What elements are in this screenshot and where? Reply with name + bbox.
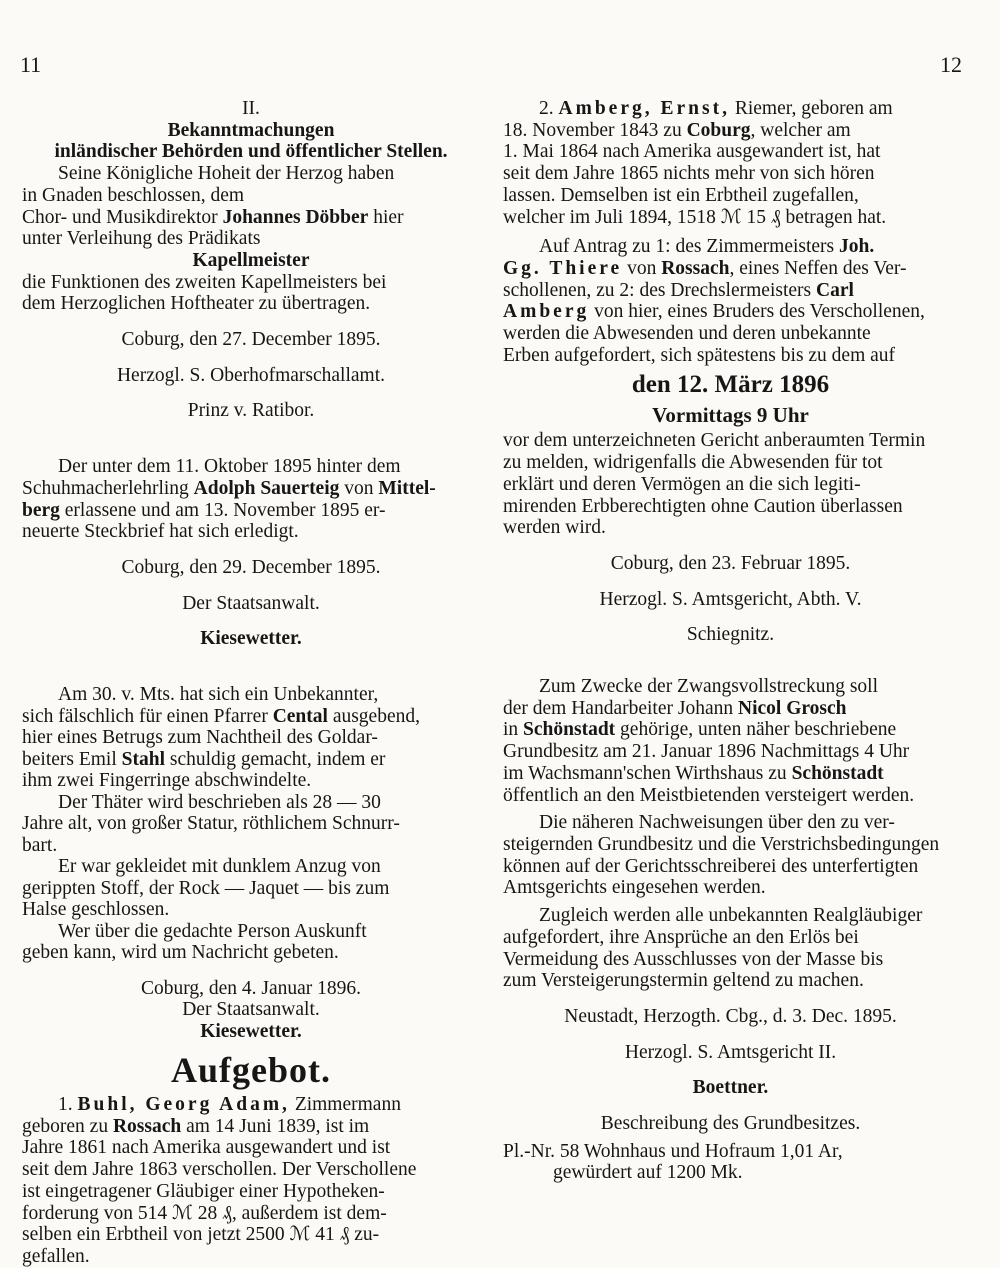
section-title-line-2: inländischer Behörden und öffentlicher Stellen. bbox=[54, 141, 448, 163]
spacer bbox=[503, 228, 958, 236]
spacer bbox=[503, 646, 958, 676]
text-line: Amtsgerichts eingesehen werden. bbox=[503, 877, 766, 899]
text-line: können auf der Gerichtsschreiberei des unterfertigten bbox=[503, 855, 919, 877]
text-line: 1. Mai 1864 nach Amerika ausgewandert ist, hat bbox=[503, 141, 881, 163]
notice-kapellmeister bbox=[22, 163, 480, 422]
spacer bbox=[503, 539, 958, 553]
notice-authority: Herzogl. S. Amtsgericht, Abth. V. bbox=[599, 588, 862, 610]
text-line: seit dem Jahre 1865 nichts mehr von sich hören bbox=[503, 163, 875, 185]
text-line: 2. Amberg, Ernst, Riemer, geboren am bbox=[539, 98, 893, 119]
text-line: Jahre 1861 nach Amerika ausgewandert und ist bbox=[22, 1137, 391, 1159]
place-name: Rossach bbox=[661, 257, 730, 279]
place-name: Schönstadt bbox=[523, 719, 616, 741]
person-name: Buhl, Georg Adam, bbox=[77, 1094, 290, 1116]
text-line: zum Versteigerungstermin geltend zu machen. bbox=[503, 970, 864, 992]
notice-authority: Herzogl. S. Oberhofmarschallamt. bbox=[116, 364, 386, 386]
text-line: Wer über die gedachte Person Auskunft bbox=[58, 920, 367, 942]
notice-authority: Der Staatsanwalt. bbox=[182, 592, 320, 614]
text-line: Gg. Thiere von Rossach, eines Neffen des Ver- bbox=[503, 257, 907, 279]
text-line: in Schönstadt gehörige, unten näher beschriebene bbox=[503, 719, 897, 741]
text-line: Halse geschlossen. bbox=[22, 899, 170, 921]
text-line: Die näheren Nachweisungen über den zu ver- bbox=[539, 812, 895, 834]
text-line: ist eingetragener Gläubiger einer Hypotheken- bbox=[22, 1180, 385, 1202]
text-line: Zum Zwecke der Zwangsvollstreckung soll bbox=[539, 676, 878, 698]
text-line: 1. Buhl, Georg Adam, Zimmermann bbox=[58, 1094, 401, 1116]
notice-amberg bbox=[503, 98, 958, 646]
right-column bbox=[503, 98, 958, 1184]
text-line: Der unter dem 11. Oktober 1895 hinter dem bbox=[58, 456, 401, 478]
person-name: Amberg bbox=[503, 301, 590, 323]
text-line: zu melden, widrigenfalls die Abwesenden für tot bbox=[503, 452, 883, 474]
notice-betrug bbox=[22, 684, 480, 1042]
text-line: seit dem Jahre 1863 verschollen. Der Verschollene bbox=[22, 1159, 417, 1181]
page-number-right: 12 bbox=[940, 52, 962, 77]
person-name: Carl bbox=[815, 279, 854, 301]
notice-signature: Schiegnitz. bbox=[686, 624, 775, 646]
spacer bbox=[503, 992, 958, 1006]
text-line: geboren zu Rossach am 14 Juni 1839, ist im bbox=[22, 1115, 370, 1137]
person-name: Stahl bbox=[121, 748, 166, 770]
notice-authority: Herzogl. S. Amtsgericht II. bbox=[624, 1041, 837, 1063]
spacer bbox=[503, 1063, 958, 1077]
spacer bbox=[22, 351, 480, 365]
text-line: unter Verleihung des Prädikats bbox=[22, 228, 261, 250]
person-name: Nicol Grosch bbox=[738, 697, 847, 719]
place-name: Rossach bbox=[112, 1115, 182, 1137]
person-name: Adolph Sauerteig bbox=[193, 477, 340, 499]
text-line: Jahre alt, von großer Statur, röthlichem Schnurr- bbox=[22, 813, 400, 835]
text-line: der dem Handarbeiter Johann Nicol Grosch bbox=[503, 697, 847, 719]
text-line: schollenen, zu 2: des Drechslermeisters Carl bbox=[503, 279, 854, 301]
place-name: berg bbox=[22, 499, 60, 521]
person-name: Gg. Thiere bbox=[503, 257, 623, 279]
text-line: vor dem unterzeichneten Gericht anberaumten Termin bbox=[503, 430, 926, 452]
spacer bbox=[22, 650, 480, 684]
text-line: steigernden Grundbesitz und die Verstrichsbedingungen bbox=[503, 833, 940, 855]
deadline-date: den 12. März 1896 bbox=[631, 371, 830, 399]
notice-date: Coburg, den 23. Februar 1895. bbox=[610, 552, 851, 574]
text-line: erklärt und deren Vermögen an die sich legiti- bbox=[503, 473, 861, 495]
aufgebot-heading: Aufgebot. bbox=[171, 1050, 331, 1091]
person-name: Amberg, Ernst, bbox=[558, 98, 730, 119]
property-description-line: Pl.-Nr. 58 Wohnhaus und Hofraum 1,01 Ar, bbox=[503, 1140, 843, 1162]
text-line: gerippten Stoff, der Rock — Jaquet — bis zum bbox=[22, 877, 390, 899]
place-name: Schönstadt bbox=[791, 762, 884, 784]
notice-versteigerung bbox=[503, 676, 958, 1184]
text-line: forderung von 514 ℳ 28 ₰, außerdem ist dem- bbox=[22, 1202, 387, 1224]
text-line: Auf Antrag zu 1: des Zimmermeisters Joh. bbox=[539, 236, 875, 258]
text-line: Schuhmacherlehrling Adolph Sauerteig von Mittel- bbox=[22, 477, 436, 499]
notice-signature: Kiesewetter. bbox=[200, 628, 302, 650]
notice-signature: Boettner. bbox=[692, 1077, 769, 1099]
deadline-time: Vormittags 9 Uhr bbox=[652, 403, 809, 428]
spacer bbox=[22, 422, 480, 456]
text-line: Am 30. v. Mts. hat sich ein Unbekannter, bbox=[58, 684, 379, 706]
notice-authority: Der Staatsanwalt. bbox=[182, 999, 320, 1021]
text-line: Grundbesitz am 21. Januar 1896 Nachmittags 4 Uhr bbox=[503, 741, 910, 763]
notice-date: Coburg, den 4. Januar 1896. bbox=[140, 977, 362, 999]
text-line: welcher im Juli 1894, 1518 ℳ 15 ₰ betragen hat. bbox=[503, 206, 887, 228]
spacer bbox=[503, 575, 958, 589]
text-line: selben ein Erbtheil von jetzt 2500 ℳ 41 ₰ zu- bbox=[22, 1224, 380, 1246]
text-line: Amberg von hier, eines Bruders des Verschollenen, bbox=[503, 301, 925, 323]
section-title-line-1: Bekanntmachungen bbox=[167, 119, 335, 141]
title-kapellmeister: Kapellmeister bbox=[192, 249, 310, 271]
spacer bbox=[22, 386, 480, 400]
person-name: Johannes Döbber bbox=[222, 206, 369, 228]
place-name: Coburg bbox=[686, 119, 751, 141]
text-line: Seine Königliche Hoheit der Herzog haben bbox=[58, 163, 395, 185]
person-name: Cental bbox=[272, 705, 328, 727]
notice-date: Neustadt, Herzogth. Cbg., d. 3. Dec. 1895. bbox=[564, 1005, 897, 1027]
text-line: öffentlich an den Meistbietenden versteigert werden. bbox=[503, 784, 915, 806]
text-line: in Gnaden beschlossen, dem bbox=[22, 184, 245, 206]
spacer bbox=[503, 1099, 958, 1113]
spacer bbox=[22, 964, 480, 978]
spacer bbox=[22, 579, 480, 593]
left-column bbox=[22, 98, 480, 1268]
text-line: Erben aufgefordert, sich spätestens bis zu dem auf bbox=[503, 344, 896, 366]
property-description-title: Beschreibung des Grundbesitzes. bbox=[600, 1113, 861, 1135]
text-line: mirenden Erbberechtigten ohne Caution überlassen bbox=[503, 495, 903, 517]
text-line: dem Herzoglichen Hoftheater zu übertragen. bbox=[22, 293, 371, 315]
text-line: berg erlassene und am 13. November 1895 er- bbox=[22, 499, 386, 521]
page-number-left: 11 bbox=[20, 52, 42, 77]
text-line: 18. November 1843 zu Coburg, welcher am bbox=[503, 119, 851, 141]
text-line: hier eines Betrugs zum Nachtheil des Goldar- bbox=[22, 727, 378, 749]
spacer bbox=[22, 543, 480, 557]
spacer bbox=[503, 610, 958, 624]
person-name: Joh. bbox=[839, 236, 875, 258]
text-line: werden wird. bbox=[503, 517, 606, 539]
spacer bbox=[22, 315, 480, 329]
text-line: bart. bbox=[22, 834, 58, 856]
text-line: aufgefordert, ihre Ansprüche an den Erlös bei bbox=[503, 926, 859, 948]
text-line: gefallen. bbox=[22, 1245, 90, 1267]
notice-signature: Prinz v. Ratibor. bbox=[187, 400, 315, 422]
notice-signature: Kiesewetter. bbox=[200, 1020, 302, 1042]
text-line: lassen. Demselben ist ein Erbtheil zugefallen, bbox=[503, 184, 859, 206]
place-name: Mittel- bbox=[378, 477, 436, 499]
text-line: Er war gekleidet mit dunklem Anzug von bbox=[58, 856, 381, 878]
text-line: die Funktionen des zweiten Kapellmeisters bei bbox=[22, 271, 387, 293]
notice-steckbrief bbox=[22, 456, 480, 650]
text-line: beiters Emil Stahl schuldig gemacht, indem er bbox=[22, 748, 386, 770]
notice-date: Coburg, den 29. December 1895. bbox=[121, 556, 381, 578]
text-line: Chor- und Musikdirektor Johannes Döbber hier bbox=[22, 206, 404, 228]
text-line: neuerte Steckbrief hat sich erledigt. bbox=[22, 521, 299, 543]
text-line: Vermeidung des Ausschlusses von der Masse bis bbox=[503, 948, 884, 970]
text-line: im Wachsmann'schen Wirthshaus zu Schönstadt bbox=[503, 762, 884, 784]
text-line: sich fälschlich für einen Pfarrer Cental ausgebend, bbox=[22, 705, 420, 727]
text-line: ihm zwei Fingerringe abschwindelte. bbox=[22, 770, 312, 792]
notice-date: Coburg, den 27. December 1895. bbox=[121, 329, 381, 351]
text-line: Zugleich werden alle unbekannten Realgläubiger bbox=[539, 905, 923, 927]
text-line: geben kann, wird um Nachricht gebeten. bbox=[22, 942, 339, 964]
spacer bbox=[22, 614, 480, 628]
section-number: II. bbox=[242, 98, 260, 119]
property-description-line: gewürdert auf 1200 Mk. bbox=[553, 1162, 743, 1184]
text-line: werden die Abwesenden und deren unbekannte bbox=[503, 323, 871, 345]
text-line: Der Thäter wird beschrieben als 28 — 30 bbox=[58, 791, 381, 813]
spacer bbox=[503, 1028, 958, 1042]
